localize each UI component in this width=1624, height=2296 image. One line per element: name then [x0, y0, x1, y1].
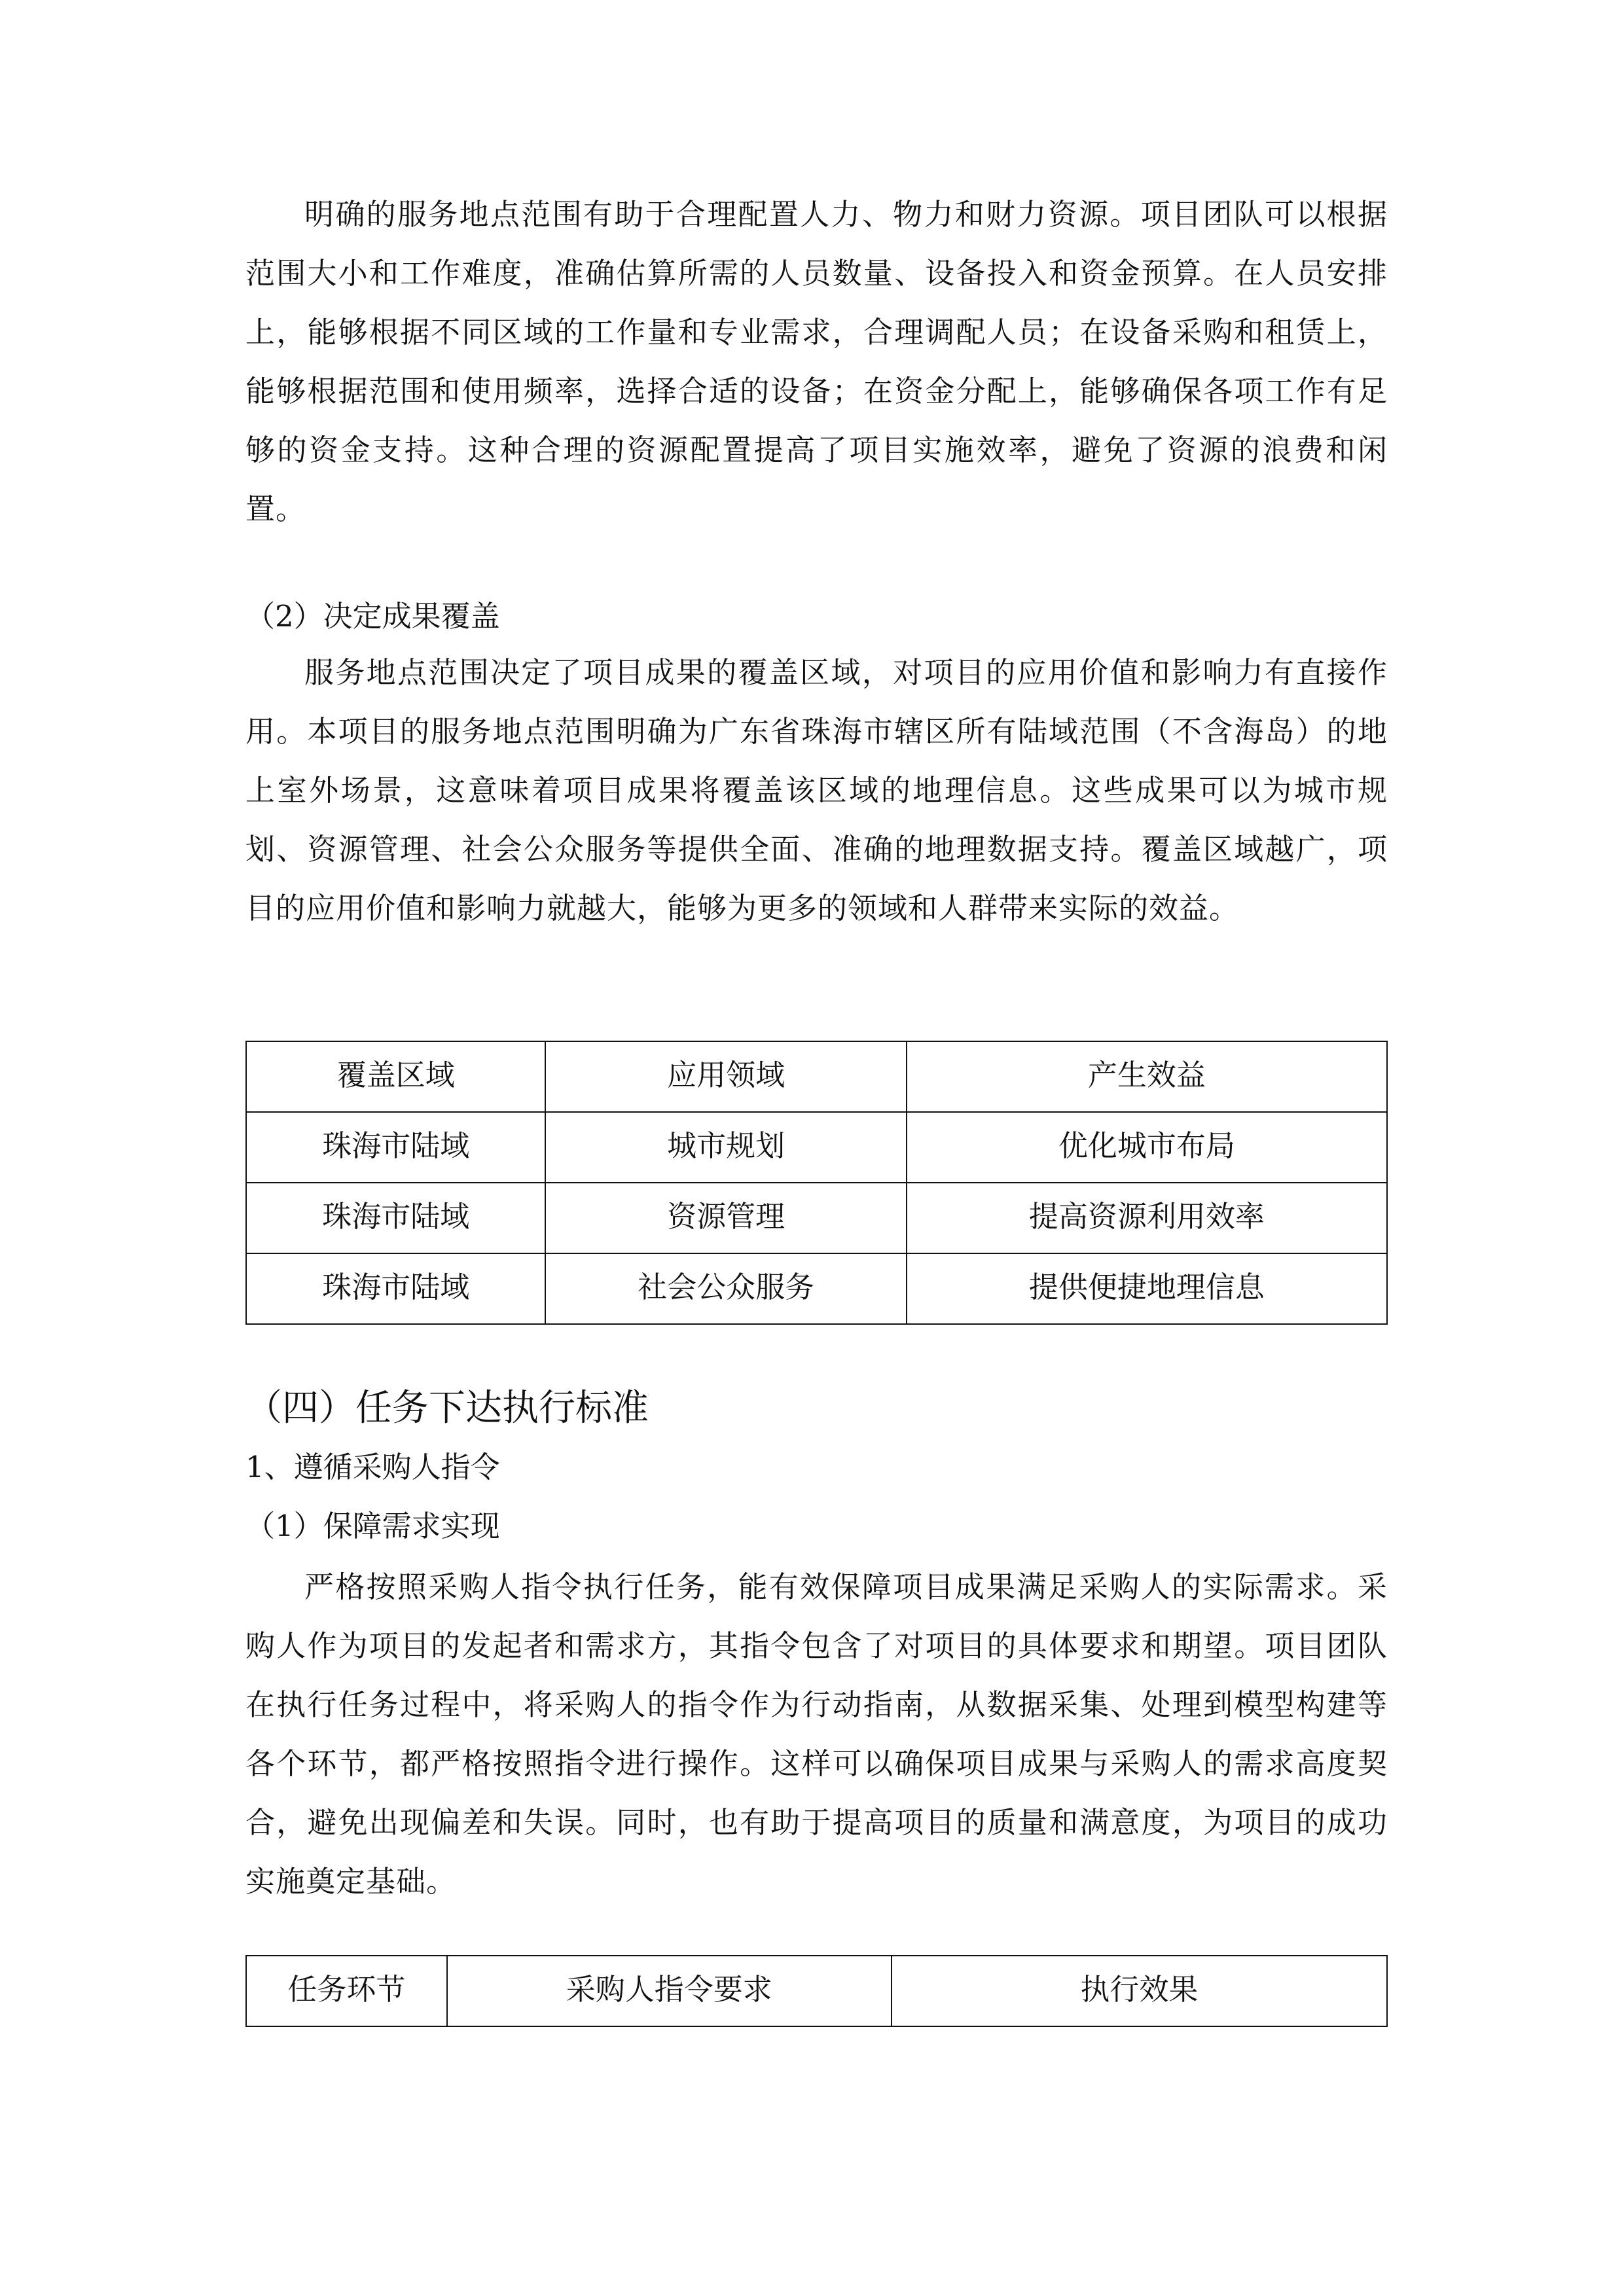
table-header-cell: 应用领域 — [545, 1041, 906, 1112]
table-cell: 优化城市布局 — [907, 1112, 1387, 1183]
table-cell: 提供便捷地理信息 — [907, 1253, 1387, 1324]
table-row — [246, 1183, 1387, 1253]
table-header-row — [246, 1041, 1387, 1112]
table-header-cell: 覆盖区域 — [246, 1041, 545, 1112]
paragraph-follow-instructions: 严格按照采购人指令执行任务，能有效保障项目成果满足采购人的实际需求。采购人作为项目的发起者和需求方，其指令包含了对项目的具体要求和期望。项目团队在执行任务过程中，将采购人的指令作为行动指南，从数据采集、处理到模型构建等各个环节，都严格按照指令进行操作。这样可以确保项目成果与采购人的需求高度契合，避免出现偏差和失误。同时，也有助于提高项目的质量和满意度，为项目的成功实施奠定基础。 — [245, 1570, 1388, 1899]
table-cell: 珠海市陆域 — [246, 1112, 545, 1183]
subheading-follow-instructions: 1、遵循采购人指令 — [245, 1450, 500, 1484]
section-heading-four: （四）任务下达执行标准 — [245, 1387, 649, 1429]
paragraph-resource-allocation: 明确的服务地点范围有助于合理配置人力、物力和财力资源。项目团队可以根据范围大小和工作难度，准确估算所需的人员数量、设备投入和资金预算。在人员安排上，能够根据不同区域的工作量和专业需求，合理调配人员；在设备采购和租赁上，能够根据范围和使用频率，选择合适的设备；在资金分配上，能够确保各项工作有足够的资金支持。这种合理的资源配置提高了项目实施效率，避免了资源的浪费和闲置。 — [245, 197, 1388, 526]
subheading-coverage: （2）决定成果覆盖 — [245, 599, 500, 634]
table-cell: 珠海市陆域 — [246, 1253, 545, 1324]
table-cell: 社会公众服务 — [545, 1253, 906, 1324]
table-cell: 珠海市陆域 — [246, 1183, 545, 1253]
table-header-cell: 采购人指令要求 — [447, 1956, 892, 2026]
coverage-table — [245, 1041, 1388, 1325]
table-header-cell: 执行效果 — [892, 1956, 1387, 2026]
table-row — [246, 1112, 1387, 1183]
table-header-cell: 产生效益 — [907, 1041, 1387, 1112]
table-header-cell: 任务环节 — [246, 1956, 447, 2026]
table-cell: 资源管理 — [545, 1183, 906, 1253]
table-cell: 城市规划 — [545, 1112, 906, 1183]
table-row — [246, 1253, 1387, 1324]
table-header-row — [246, 1956, 1387, 2026]
table-cell: 提高资源利用效率 — [907, 1183, 1387, 1253]
paragraph-coverage: 服务地点范围决定了项目成果的覆盖区域，对项目的应用价值和影响力有直接作用。本项目的服务地点范围明确为广东省珠海市辖区所有陆域范围（不含海岛）的地上室外场景，这意味着项目成果将覆盖该区域的地理信息。这些成果可以为城市规划、资源管理、社会公众服务等提供全面、准确的地理数据支持。覆盖区域越广，项目的应用价值和影响力就越大，能够为更多的领域和人群带来实际的效益。 — [245, 655, 1388, 925]
task-table — [245, 1955, 1388, 2027]
subheading-guarantee-needs: （1）保障需求实现 — [245, 1509, 500, 1543]
